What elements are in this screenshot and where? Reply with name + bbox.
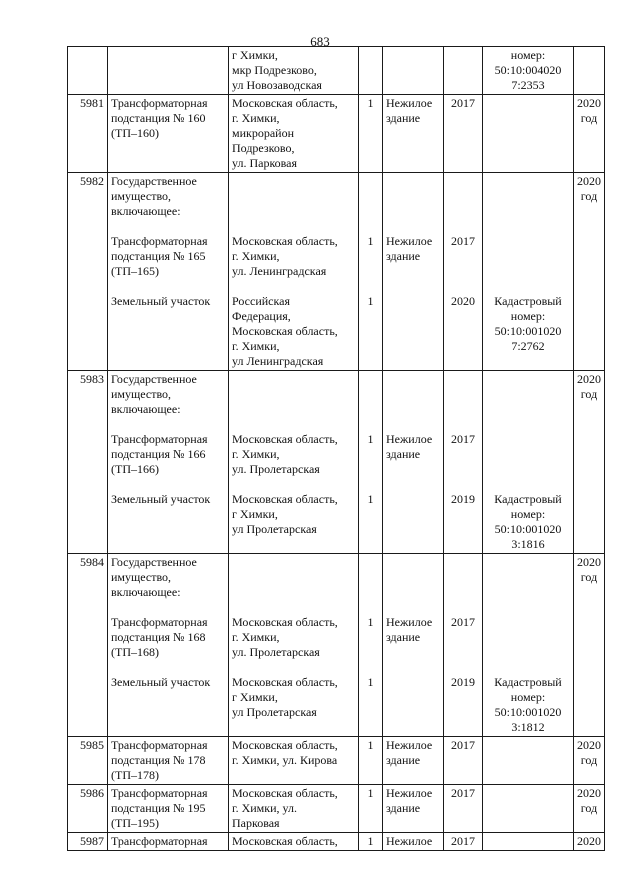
object-type-cell [383,173,444,371]
object-quantity [362,48,379,93]
object-address-line: ул. Парковая [232,156,298,170]
object-name-line: имущество, [111,189,172,203]
object-name-line: Трансформаторная [111,786,208,800]
object-address-cell [229,47,359,95]
object-name-line: подстанция № 165 [111,249,206,263]
object-address-line: г. Химки, [232,630,280,644]
object-type-cell [383,371,444,554]
object-year-line: 2017 [451,615,475,629]
object-quantity-line: 1 [367,492,374,506]
object-address-line: Московская область, [232,96,338,110]
completion-year-line: 2020 [577,174,601,188]
object-quantity-line: 1 [367,234,374,248]
object-address [232,738,355,783]
cadastral-number [486,615,570,660]
cadastral-number [486,492,570,552]
object-quantity [362,615,379,660]
object-name-cell [108,833,229,851]
object-quantity-line: 1 [367,294,374,308]
object-address-line: Московская область, [232,738,338,752]
table-row [68,785,605,833]
object-address-cell [229,95,359,173]
cadastral-number-line: номер: [510,507,546,521]
object-year [447,96,479,171]
object-type-line: Нежилое [386,834,433,848]
object-address [232,555,355,600]
object-name-line: включающее: [111,585,181,599]
cadastral-number [486,786,570,831]
object-name-cell [108,737,229,785]
object-name-line: (ТП–166) [111,462,159,476]
object-type [386,96,440,171]
row-number: 5986 [68,785,108,833]
object-address-line: Российская [232,294,290,308]
object-address [232,174,355,219]
object-name-line: (ТП–168) [111,645,159,659]
object-year [447,234,479,279]
completion-year [574,554,605,737]
object-name-line: имущество, [111,387,172,401]
object-name-line: включающее: [111,204,181,218]
cadastral-number [486,738,570,783]
cadastral-number [486,48,570,93]
object-year-cell [444,47,483,95]
object-quantity-cell [359,554,383,737]
object-name-line: Государственное [111,174,197,188]
object-name-cell [108,785,229,833]
object-quantity-cell [359,47,383,95]
completion-year-line: 2020 [577,555,601,569]
object-name-line: Государственное [111,372,197,386]
object-type-line: здание [386,630,421,644]
object-address-cell [229,173,359,371]
object-year-line: 2017 [451,738,475,752]
object-name [111,96,225,171]
object-name [111,675,225,735]
object-year [447,492,479,552]
object-year [447,48,479,93]
object-address [232,432,355,477]
object-name [111,48,225,93]
object-year-line: 2017 [451,432,475,446]
object-type-line: здание [386,447,421,461]
object-address-line: ул. Пролетарская [232,462,320,476]
object-type-cell [383,833,444,851]
cadastral-number-cell [483,47,574,95]
object-name [111,786,225,831]
object-year [447,555,479,600]
object-year-cell [444,95,483,173]
object-quantity-cell [359,833,383,851]
object-address [232,615,355,660]
object-name-cell [108,173,229,371]
object-name-line: Земельный участок [111,492,211,506]
object-quantity-cell [359,737,383,785]
object-type [386,174,440,219]
object-type [386,492,440,552]
object-name-line: подстанция № 178 [111,753,206,767]
object-type [386,294,440,369]
object-address-line: Московская область, [232,675,338,689]
object-address-line: г. Химки, ул. Кирова [232,753,338,767]
object-year-line: 2020 [451,294,475,308]
object-year [447,738,479,783]
cadastral-number [486,294,570,369]
completion-year-line: год [580,387,598,401]
cadastral-number [486,96,570,171]
object-address-line: ул Ленинградская [232,354,324,368]
object-address-cell [229,737,359,785]
row-number: 5987 [68,833,108,851]
object-year-cell [444,554,483,737]
object-quantity [362,834,379,849]
object-name [111,372,225,417]
object-type [386,786,440,831]
completion-year [574,371,605,554]
cadastral-number-line: номер: [510,48,546,62]
object-name-line: (ТП–178) [111,768,159,782]
completion-year-line: год [580,753,598,767]
object-address-line: ул. Ленинградская [232,264,327,278]
completion-year-line: год [580,189,598,203]
object-name-cell [108,554,229,737]
object-name [111,615,225,660]
table-row [68,554,605,737]
object-address-line: Московская область, [232,786,338,800]
object-quantity-line: 1 [367,786,374,800]
object-type-line: Нежилое [386,738,433,752]
cadastral-number-cell [483,785,574,833]
cadastral-number-line: 7:2762 [511,339,545,353]
row-number: 5981 [68,95,108,173]
object-address [232,834,355,849]
object-name [111,492,225,552]
object-type-cell [383,95,444,173]
object-address-line: мкр Подрезково, [232,63,317,77]
object-name [111,234,225,279]
object-address-cell [229,554,359,737]
object-year-line: 2017 [451,96,475,110]
object-quantity [362,786,379,831]
table-row [68,173,605,371]
completion-year [574,785,605,833]
object-quantity-cell [359,371,383,554]
completion-year-line: год [580,111,598,125]
object-year-cell [444,737,483,785]
object-address-cell [229,833,359,851]
object-name-line: Трансформаторная [111,834,208,848]
object-year [447,432,479,477]
row-number [68,47,108,95]
cadastral-number-line: 3:1816 [511,537,545,551]
object-year [447,174,479,219]
object-quantity [362,294,379,369]
object-address [232,492,355,552]
object-year [447,372,479,417]
completion-year-line: 2020 [577,372,601,386]
object-name-cell [108,371,229,554]
object-address-line: г Химки, [232,507,278,521]
object-type-line: здание [386,753,421,767]
object-address-line: микрорайон [232,126,295,140]
cadastral-number [486,432,570,477]
object-quantity [362,234,379,279]
cadastral-number-cell [483,173,574,371]
object-type-line: здание [386,801,421,815]
object-address-line: ул Пролетарская [232,522,317,536]
object-type [386,834,440,849]
object-type [386,234,440,279]
page-number: 683 [310,34,330,49]
object-quantity-line: 1 [367,432,374,446]
object-quantity [362,492,379,552]
property-registry-table [67,46,605,851]
cadastral-number-cell [483,371,574,554]
object-quantity-cell [359,95,383,173]
object-name-line: подстанция № 160 [111,111,206,125]
object-quantity [362,555,379,600]
object-year [447,675,479,735]
object-type-line: Нежилое [386,615,433,629]
table-row [68,95,605,173]
object-name-line: Земельный участок [111,675,211,689]
cadastral-number [486,675,570,735]
object-name-line: (ТП–165) [111,264,159,278]
object-type [386,48,440,93]
object-address-line: Московская область, [232,234,338,248]
object-name [111,555,225,600]
object-type-cell [383,785,444,833]
cadastral-number-cell [483,737,574,785]
object-type [386,675,440,735]
object-year [447,615,479,660]
completion-year [574,173,605,371]
object-year-cell [444,833,483,851]
object-name-line: (ТП–160) [111,126,159,140]
object-address-line: Московская область, [232,615,338,629]
object-address-line: Московская область, [232,834,338,848]
object-quantity [362,738,379,783]
cadastral-number-line: номер: [510,309,546,323]
object-name-cell [108,47,229,95]
cadastral-number-cell [483,95,574,173]
object-year-line: 2017 [451,834,475,848]
cadastral-number [486,834,570,849]
cadastral-number-line: Кадастровый [494,294,562,308]
cadastral-number-line: Кадастровый [494,675,562,689]
object-address-line: Московская область, [232,492,338,506]
table-row [68,833,605,851]
object-address [232,96,355,171]
object-quantity [362,675,379,735]
cadastral-number-line: 50:10:001020 [494,522,562,536]
object-name [111,738,225,783]
object-name-line: Земельный участок [111,294,211,308]
cadastral-number-line: 7:2353 [511,78,545,92]
object-name-cell [108,95,229,173]
object-address-line: Парковая [232,816,280,830]
object-name-line: подстанция № 166 [111,447,206,461]
object-address-line: г Химки, [232,48,278,62]
cadastral-number-line: 3:1812 [511,720,545,734]
object-quantity-line: 1 [367,96,374,110]
object-quantity-cell [359,173,383,371]
object-year-line: 2017 [451,786,475,800]
object-name-line: Трансформаторная [111,234,208,248]
object-quantity-line: 1 [367,615,374,629]
object-year-cell [444,785,483,833]
object-type [386,555,440,600]
object-address-line: г. Химки, [232,111,280,125]
row-number: 5983 [68,371,108,554]
object-name [111,432,225,477]
row-number: 5982 [68,173,108,371]
object-address-line: ул Новозаводская [232,78,322,92]
object-address [232,294,355,369]
completion-year-line: 2020 [577,738,601,752]
completion-year-line: 2020 [577,96,601,110]
cadastral-number [486,555,570,600]
cadastral-number-line: номер: [510,690,546,704]
completion-year-line: 2020 [577,786,601,800]
cadastral-number-line: 50:10:001020 [494,705,562,719]
object-year [447,786,479,831]
table-row [68,737,605,785]
object-type-line: Нежилое [386,96,433,110]
object-address-line: г. Химки, [232,339,280,353]
completion-year-line: год [580,570,598,584]
object-address-line: г Химки, [232,690,278,704]
row-number: 5985 [68,737,108,785]
object-address [232,675,355,735]
object-type-cell [383,554,444,737]
object-type-line: Нежилое [386,432,433,446]
object-address-line: Подрезково, [232,141,295,155]
cadastral-number-line: 50:10:004020 [494,63,562,77]
object-quantity [362,372,379,417]
object-address-line: Московская область, [232,324,338,338]
object-year-cell [444,371,483,554]
completion-year [574,47,605,95]
object-address-line: г. Химки, [232,249,280,263]
object-year-line: 2019 [451,675,475,689]
completion-year [574,737,605,785]
object-address-line: Федерация, [232,309,291,323]
row-number: 5984 [68,554,108,737]
object-name-line: Государственное [111,555,197,569]
object-address-cell [229,785,359,833]
object-name-line: (ТП–195) [111,816,159,830]
object-address [232,372,355,417]
completion-year [574,833,605,851]
completion-year-line: год [580,801,598,815]
object-address-line: Московская область, [232,432,338,446]
object-name-line: подстанция № 168 [111,630,206,644]
cadastral-number-cell [483,833,574,851]
object-year-line: 2017 [451,234,475,248]
object-name-line: подстанция № 195 [111,801,206,815]
object-address-line: г. Химки, [232,447,280,461]
object-type [386,738,440,783]
object-name-line: Трансформаторная [111,738,208,752]
table-row [68,371,605,554]
object-quantity-line: 1 [367,738,374,752]
object-type-line: Нежилое [386,234,433,248]
object-name-line: Трансформаторная [111,96,208,110]
cadastral-number-line: 50:10:001020 [494,324,562,338]
object-type [386,432,440,477]
object-quantity-cell [359,785,383,833]
object-type-cell [383,47,444,95]
object-year [447,834,479,849]
object-quantity [362,432,379,477]
object-address [232,48,355,93]
object-name-line: Трансформаторная [111,432,208,446]
object-name [111,294,225,369]
object-type-cell [383,737,444,785]
object-address-cell [229,371,359,554]
cadastral-number [486,234,570,279]
completion-year [574,95,605,173]
object-address-line: ул. Пролетарская [232,645,320,659]
object-address-line: ул Пролетарская [232,705,317,719]
object-year-line: 2019 [451,492,475,506]
object-quantity-line: 1 [367,675,374,689]
completion-year-line: 2020 [577,834,601,848]
object-quantity [362,174,379,219]
object-type-line: здание [386,111,421,125]
object-address [232,786,355,831]
object-year [447,294,479,369]
cadastral-number-cell [483,554,574,737]
object-name [111,174,225,219]
cadastral-number [486,372,570,417]
cadastral-number [486,174,570,219]
object-type [386,372,440,417]
object-type [386,615,440,660]
table-row [68,47,605,95]
object-address-line: г. Химки, ул. [232,801,297,815]
object-type-line: Нежилое [386,786,433,800]
object-name-line: имущество, [111,570,172,584]
object-name-line: включающее: [111,402,181,416]
cadastral-number-line: Кадастровый [494,492,562,506]
object-type-line: здание [386,249,421,263]
object-address [232,234,355,279]
object-name-line: Трансформаторная [111,615,208,629]
object-quantity [362,96,379,171]
object-name [111,834,225,849]
object-quantity-line: 1 [367,834,374,848]
object-year-cell [444,173,483,371]
